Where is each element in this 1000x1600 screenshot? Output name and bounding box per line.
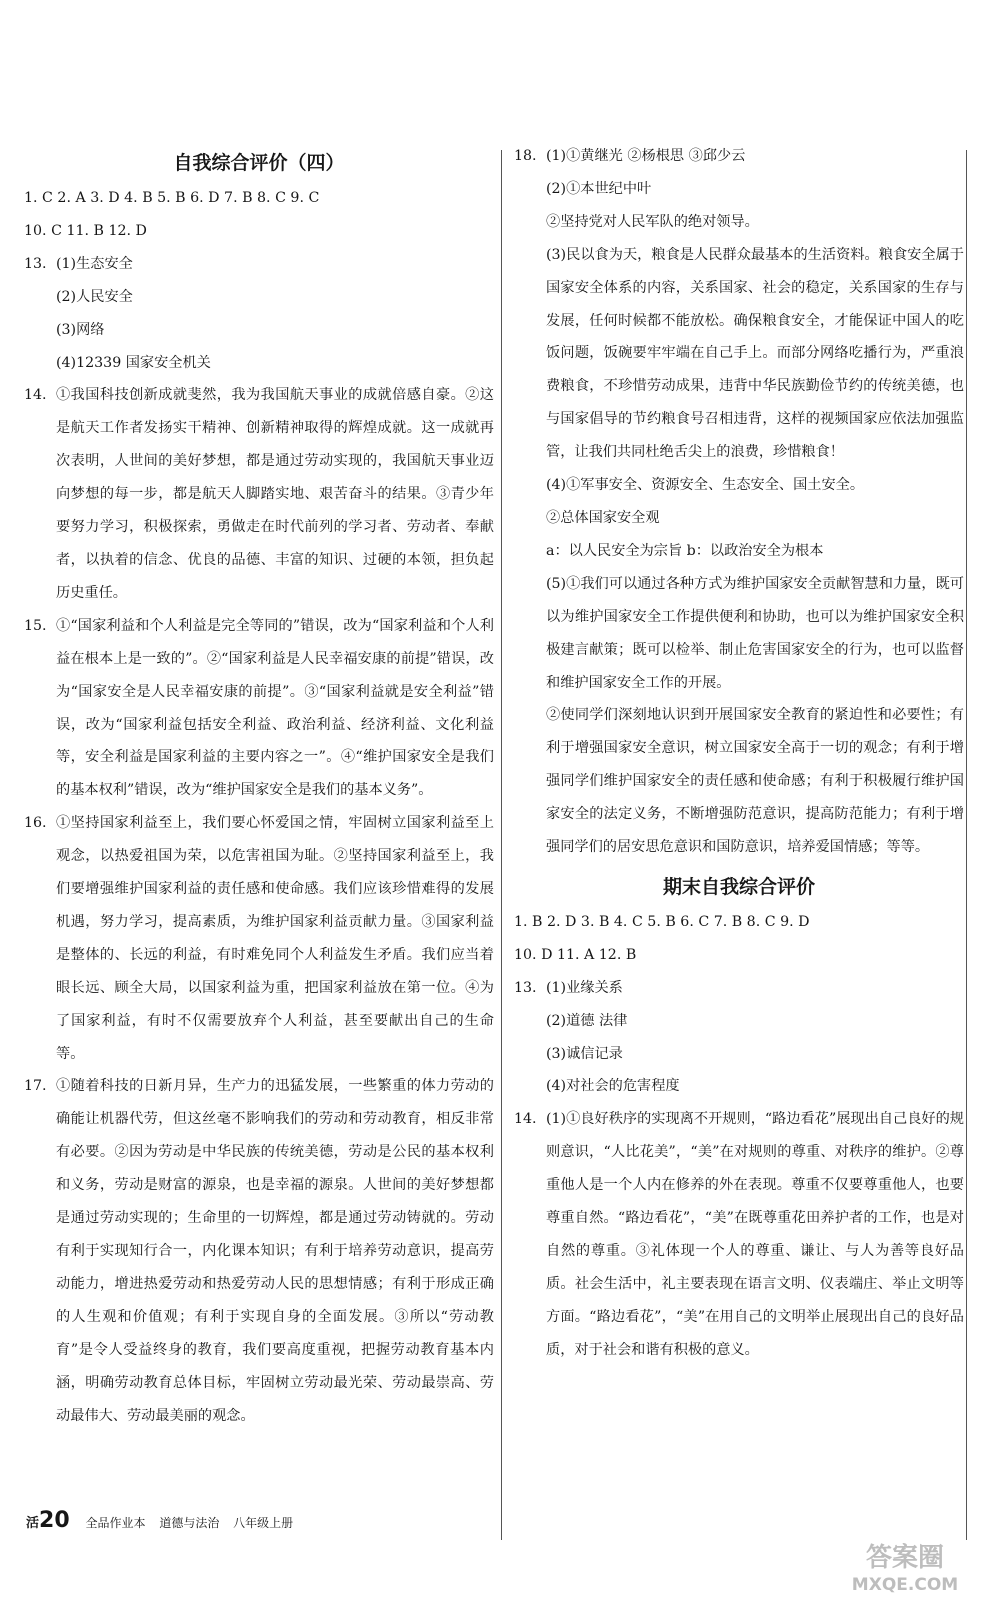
question-number: 16. bbox=[24, 815, 47, 832]
answers-line-1: 1. B 2. D 3. B 4. C 5. B 6. C 7. B 8. C 9. D bbox=[514, 913, 810, 930]
final-question-13-line: (4)对社会的危害程度 bbox=[546, 1078, 680, 1095]
question-16 bbox=[24, 807, 494, 1070]
right-column bbox=[514, 140, 964, 1367]
question-14-text: ①我国科技创新成就斐然，我为我国航天事业的成就倍感自豪。②这是航天工作者发扬实干精神、创新精神取得的辉煌成就。这一成就再次表明，人世间的美好梦想，都是通过劳动实现的，我国航天事业迈向梦想的每一步，都是航天人脚踏实地、艰苦奋斗的结果。③青少年要努力学习，积极探索，勇做走在时代前列的学习者、劳动者、奉献者，以执着的信念、优良的品德、丰富的知识、过硬的本领，担负起历史重任。 bbox=[56, 387, 494, 601]
question-16-text: ①坚持国家利益至上，我们要心怀爱国之情，牢固树立国家利益至上观念，以热爱祖国为荣，以危害祖国为耻。②坚持国家利益至上，我们要增强维护国家利益的责任感和使命感。我们应该珍惜难得的发展机遇，努力学习，提高素质，为维护国家利益贡献力量。③国家利益是整体的、长远的利益，有时难免同个人利益发生矛盾。我们应当着眼长远、顾全大局，以国家利益为重，把国家利益放在第一位。④为了国家利益，有时不仅需要放弃个人利益，甚至要献出自己的生命等。 bbox=[56, 815, 494, 1062]
question-number: 14. bbox=[514, 1111, 537, 1128]
watermark-logo bbox=[820, 1540, 990, 1595]
book-name: 全品作业本 bbox=[85, 1516, 146, 1530]
question-18-part: a：以人民安全为宗旨 b：以政治安全为根本 bbox=[546, 542, 824, 559]
page-footer bbox=[26, 1508, 303, 1533]
question-number: 17. bbox=[24, 1078, 47, 1095]
question-number: 15. bbox=[24, 617, 47, 634]
final-question-14-text: (1)①良好秩序的实现离不开规则，“路边看花”展现出自己良好的规则意识，“人比花美”，“美”在对规则的尊重、对秩序的维护。②尊重他人是一个人内在修养的外在表现。尊重不仅要尊重他人，也要尊重自然。“路边看花”，“美”在既尊重花田养护者的工作，也是对自然的尊重。③礼体现一个人的尊重、谦让、与人为善等良好品质。社会生活中，礼主要表现在语言文明、仪表端庄、举止文明等方面。“路边看花”，“美”在用自己的文明举止展现出自己的良好品质，对于社会和谐有积极的意义。 bbox=[546, 1111, 964, 1358]
final-question-13-line: (3)诚信记录 bbox=[546, 1045, 623, 1062]
question-13 bbox=[24, 248, 494, 281]
question-18-part: (4)①军事安全、资源安全、生态安全、国土安全。 bbox=[546, 477, 865, 494]
question-13-line: (2)人民安全 bbox=[56, 288, 133, 305]
question-13-first: (1)生态安全 bbox=[56, 255, 133, 272]
question-14 bbox=[24, 379, 494, 609]
question-number: 13. bbox=[24, 255, 47, 272]
answers-line-2: 10. C 11. B 12. D bbox=[24, 222, 147, 239]
question-17 bbox=[24, 1070, 494, 1432]
answers-line-2: 10. D 11. A 12. B bbox=[514, 946, 637, 963]
question-13-line: (4)12339 国家安全机关 bbox=[56, 354, 211, 371]
final-question-13 bbox=[514, 972, 964, 1005]
question-number: 18. bbox=[514, 148, 537, 164]
watermark-line2: MXQE.COM bbox=[851, 1575, 959, 1595]
question-18-part: ②使同学们深刻地认识到开展国家安全教育的紧迫性和必要性；有利于增强国家安全意识，树立国家安全高于一切的观念；有利于增强同学们维护国家安全的责任感和使命感；有利于积极履行维护国家安全的法定义务，不断增强防范意识，提高防范能力；有利于增强同学们的居安思危意识和国防意识，培养爱国情感；等等。 bbox=[546, 707, 964, 856]
question-15 bbox=[24, 610, 494, 807]
question-18-part: (2)①本世纪中叶 bbox=[546, 180, 652, 197]
question-number: 14. bbox=[24, 387, 47, 404]
question-15-text: ①“国家利益和个人利益是完全等同的”错误，改为“国家利益和个人利益在根本上是一致的”。②“国家利益是人民幸福安康的前提”错误，改为“国家安全是人民幸福安康的前提”。③“国家利益就是安全利益”错误，改为“国家利益包括安全利益、政治利益、经济利益、文化利益等，安全利益是国家利益的主要内容之一”。④“维护国家安全是我们的基本权利”错误，改为“维护国家安全是我们的基本义务”。 bbox=[56, 617, 494, 799]
final-question-14 bbox=[514, 1103, 964, 1366]
question-18-part: (3)民以食为天，粮食是人民群众最基本的生活资料。粮食安全属于国家安全体系的内容，关系国家、社会的稳定，关系国家的生存与发展，任何时候都不能放松。确保粮食安全，才能保证中国人的吃饭问题，饭碗要牢牢端在自己手上。而部分网络吃播行为，严重浪费粮食，不珍惜劳动成果，违背中华民族勤俭节约的传统美德，也与国家倡导的节约粮食号召相违背，这样的视频国家应依法加强监管，让我们共同杜绝舌尖上的浪费，珍惜粮食！ bbox=[546, 246, 964, 461]
question-18-part: ②总体国家安全观 bbox=[546, 509, 660, 526]
section-title-final: 期末自我综合评价 bbox=[662, 875, 815, 898]
footer-prefix: 活 bbox=[26, 1516, 40, 1531]
right-border bbox=[966, 150, 967, 1540]
question-18-part: ②坚持党对人民军队的绝对领导。 bbox=[546, 213, 759, 230]
question-17-text: ①随着科技的日新月异，生产力的迅猛发展，一些繁重的体力劳动的确能让机器代劳，但这丝毫不影响我们的劳动和劳动教育，相反非常有必要。②因为劳动是中华民族的传统美德，劳动是公民的基本权利和义务，劳动是财富的源泉，也是幸福的源泉。人世间的美好梦想都是通过劳动实现的；生命里的一切辉煌，都是通过劳动铸就的。劳动有利于实现知行合一，内化课本知识；有利于培养劳动意识，提高劳动能力，增进热爱劳动和热爱劳动人民的思想情感；有利于形成正确的人生观和价值观；有利于实现自身的全面发展。③所以“劳动教育”是令人受益终身的教育，我们要高度重视，把握劳动教育基本内涵，明确劳动教育总体目标，牢固树立劳动最光荣、劳动最崇高、劳动最伟大、劳动最美丽的观念。 bbox=[56, 1078, 494, 1424]
answers-line-1: 1. C 2. A 3. D 4. B 5. B 6. D 7. B 8. C 9. C bbox=[24, 190, 320, 206]
page-number: 20 bbox=[39, 1508, 70, 1533]
final-question-13-first: (1)业缘关系 bbox=[546, 979, 623, 996]
column-divider bbox=[501, 150, 502, 1540]
grade-name: 八年级上册 bbox=[233, 1516, 294, 1530]
question-18 bbox=[514, 140, 964, 173]
section-title-4: 自我综合评价（四） bbox=[173, 152, 345, 174]
question-number: 13. bbox=[514, 979, 537, 996]
subject-name: 道德与法治 bbox=[159, 1516, 220, 1530]
question-18-part: (5)①我们可以通过各种方式为维护国家安全贡献智慧和力量，既可以为维护国家安全工作提供便利和协助，也可以为维护国家安全积极建言献策；既可以检举、制止危害国家安全的行为，也可以监督和维护国家安全工作的开展。 bbox=[546, 575, 964, 691]
question-18-first: (1)①黄继光 ②杨根思 ③邱少云 bbox=[546, 148, 746, 164]
left-column bbox=[24, 140, 494, 1432]
final-question-13-line: (2)道德 法律 bbox=[546, 1012, 628, 1029]
watermark-line1: 答案圈 bbox=[865, 1543, 945, 1573]
question-13-line: (3)网络 bbox=[56, 321, 105, 338]
